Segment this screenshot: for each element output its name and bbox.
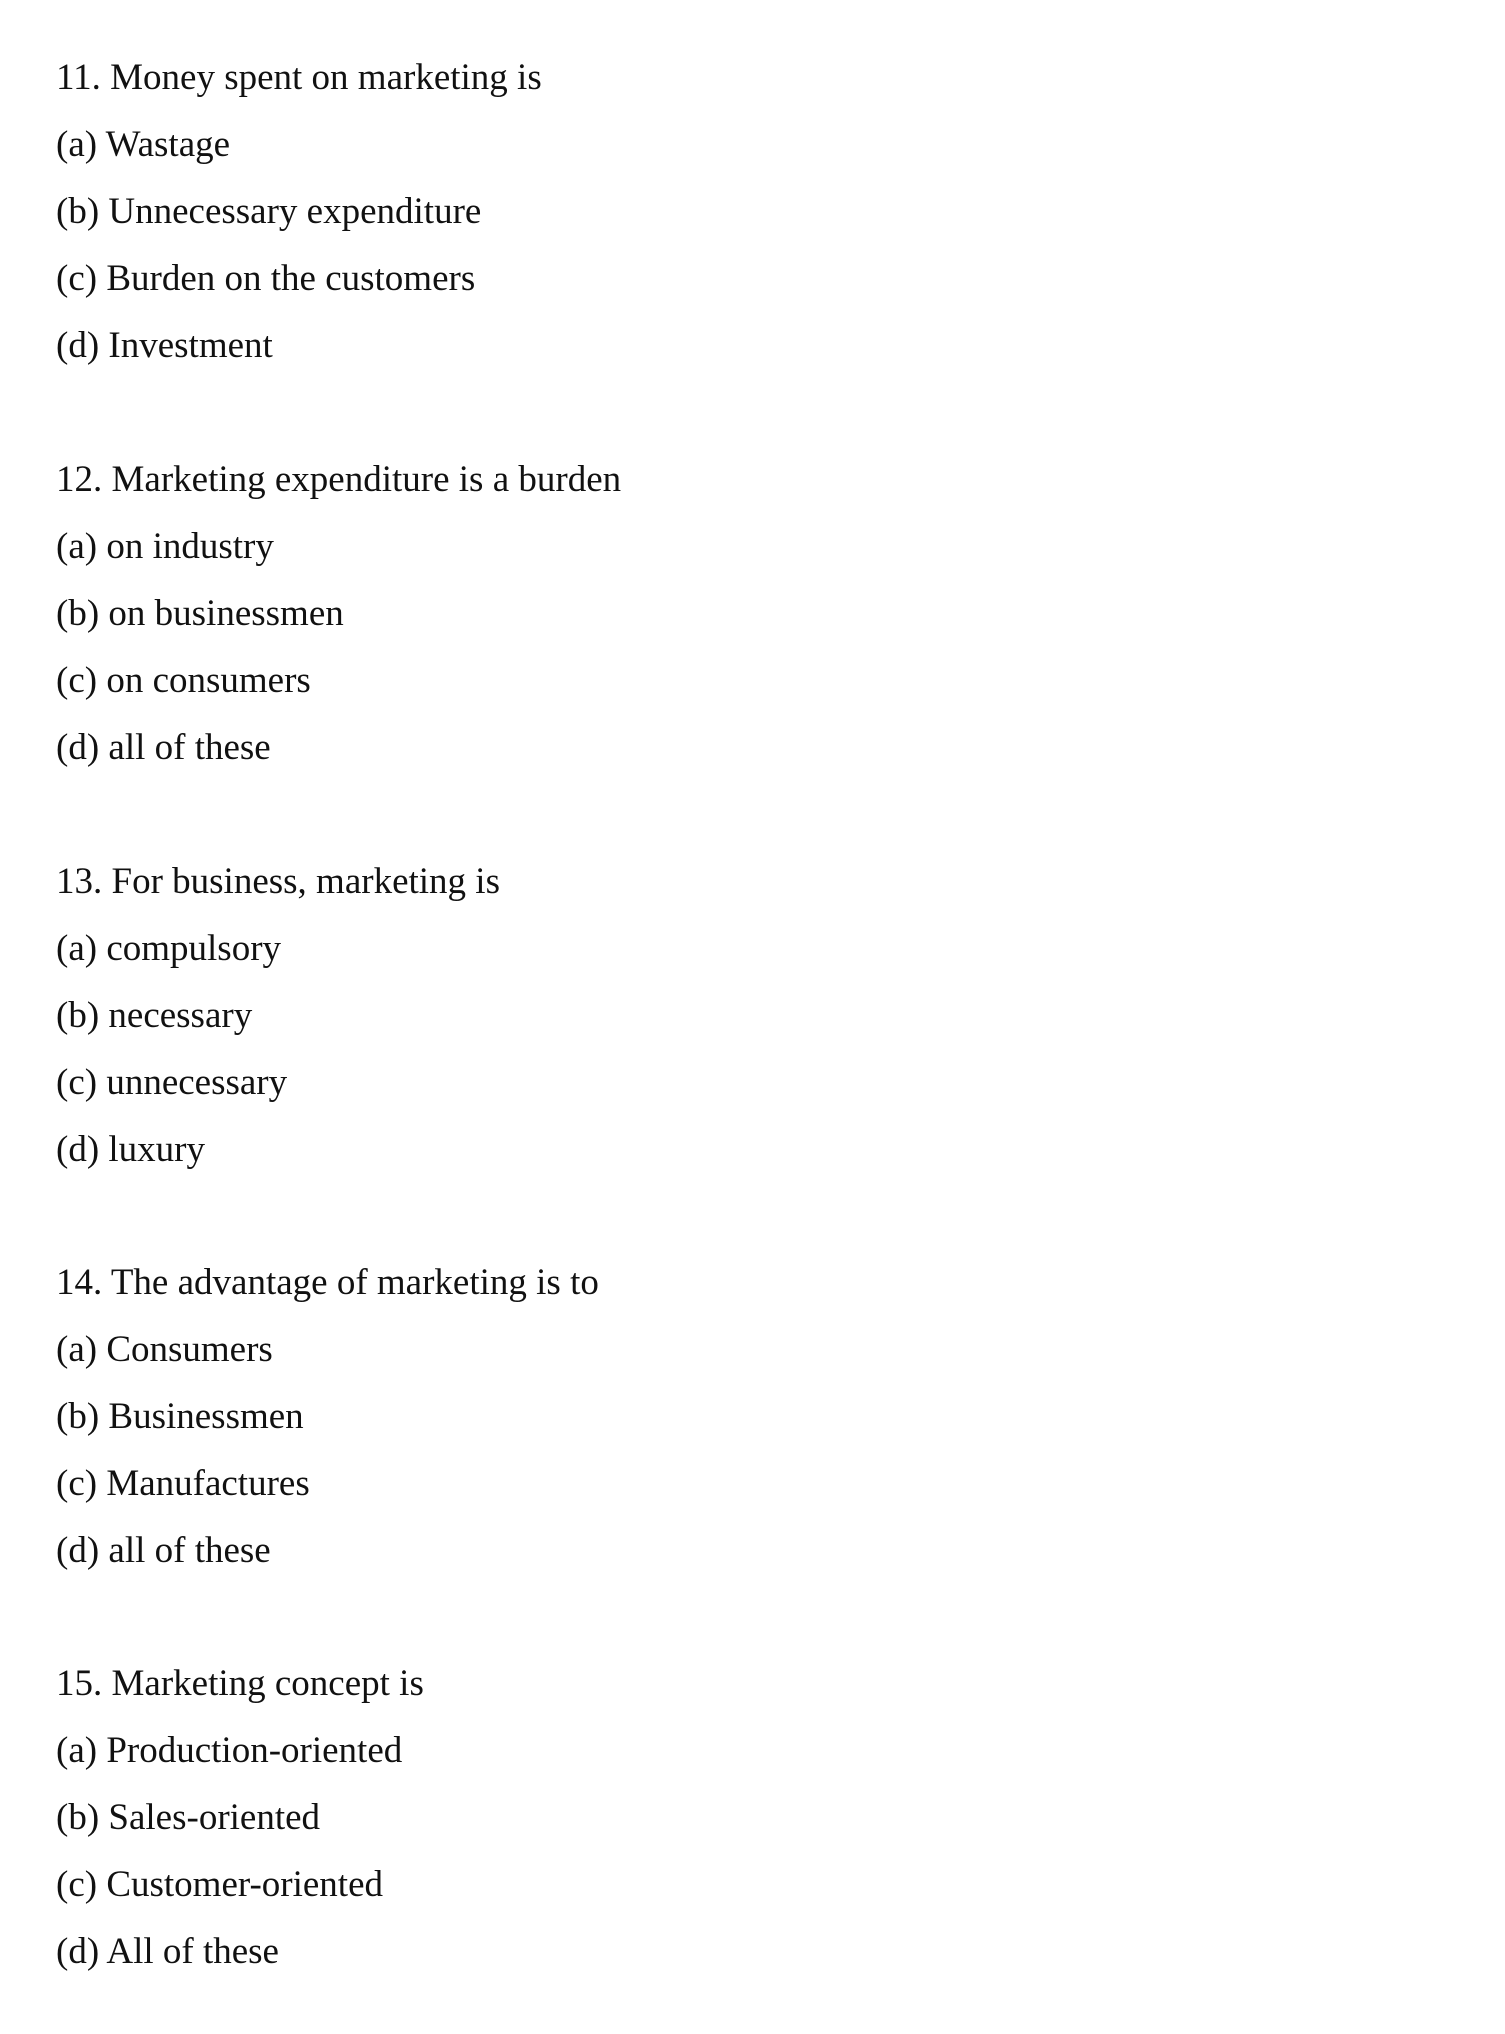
option-a: (a) on industry: [56, 526, 274, 567]
option-d: (d) all of these: [56, 1530, 271, 1571]
question-stem: 13. For business, marketing is: [56, 861, 500, 902]
option-b: (b) Unnecessary expenditure: [56, 191, 482, 232]
option-b: (b) necessary: [56, 995, 253, 1036]
question-12: [56, 446, 1356, 781]
option-c: (c) Burden on the customers: [56, 258, 476, 299]
option-c: (c) Customer-oriented: [56, 1864, 384, 1905]
question-13: [56, 848, 1356, 1183]
option-c: (c) unnecessary: [56, 1062, 288, 1103]
option-c: (c) on consumers: [56, 660, 311, 701]
option-b: (b) on businessmen: [56, 593, 344, 634]
question-15: [56, 1650, 1356, 1985]
question-stem: 11. Money spent on marketing is: [56, 57, 542, 98]
option-c: (c) Manufactures: [56, 1463, 310, 1504]
question-14: [56, 1249, 1356, 1584]
option-a: (a) Production-oriented: [56, 1730, 403, 1771]
option-b: (b) Businessmen: [56, 1396, 304, 1437]
question-stem: 14. The advantage of marketing is to: [56, 1262, 599, 1303]
option-d: (d) luxury: [56, 1129, 205, 1170]
option-a: (a) Wastage: [56, 124, 231, 165]
question-11: [56, 44, 1356, 379]
option-a: (a) compulsory: [56, 928, 282, 969]
option-d: (d) Investment: [56, 325, 273, 366]
question-stem: 12. Marketing expenditure is a burden: [56, 459, 622, 500]
option-d: (d) all of these: [56, 727, 271, 768]
option-b: (b) Sales-oriented: [56, 1797, 321, 1838]
question-stem: 15. Marketing concept is: [56, 1663, 424, 1704]
option-a: (a) Consumers: [56, 1329, 273, 1370]
option-d: (d) All of these: [56, 1931, 279, 1972]
